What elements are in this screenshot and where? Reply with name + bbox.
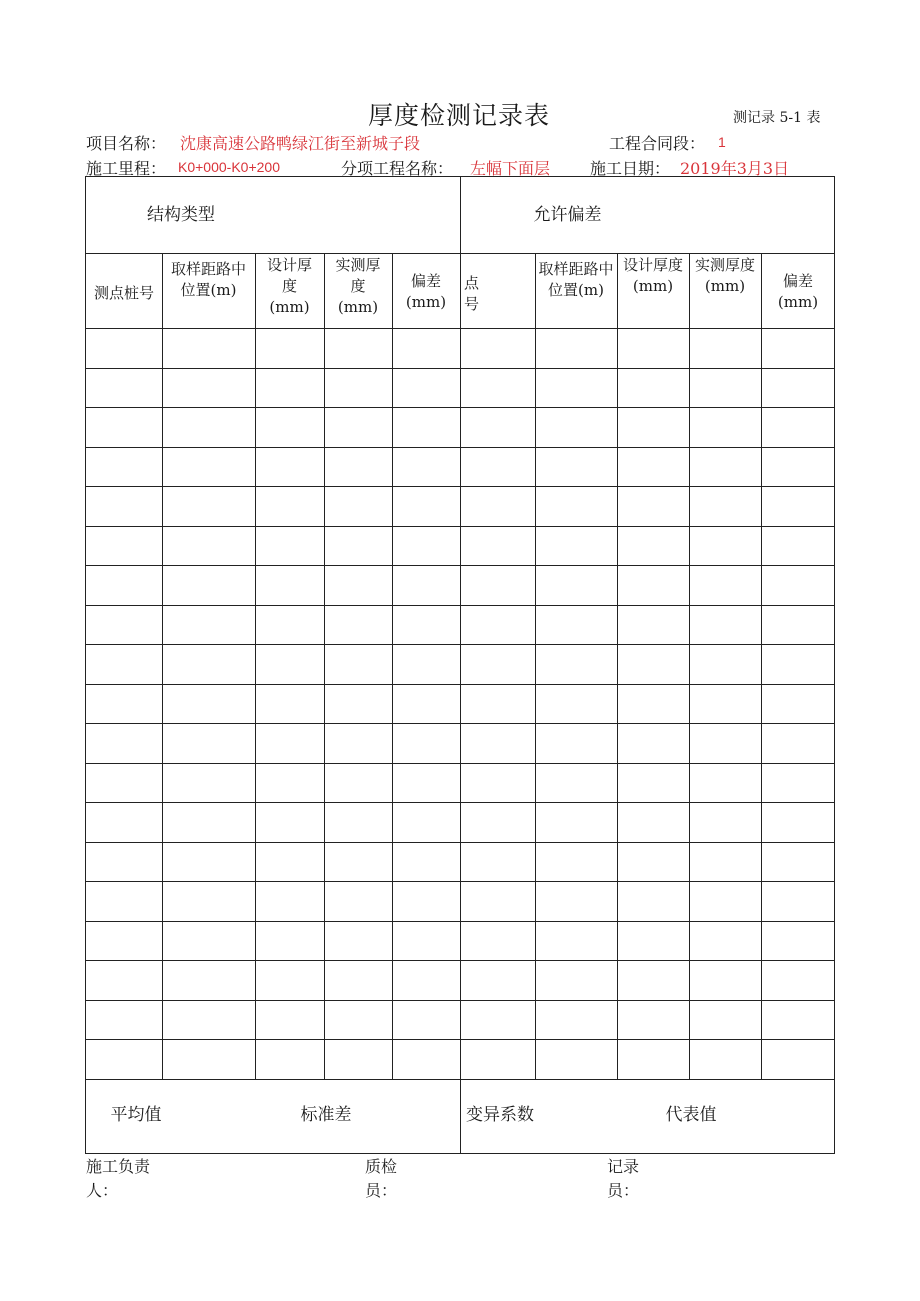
contract-label: 工程合同段： — [609, 134, 706, 153]
table-column-rule — [761, 253, 762, 1079]
col-header-deviation-right: 偏差 (mm) — [777, 272, 819, 311]
table-column-rule — [162, 253, 163, 1079]
col-header-point-no: 点 号 — [464, 274, 480, 313]
table-column-rule — [535, 253, 536, 1079]
col-header-offset: 取样距路中 位置(m) — [170, 260, 246, 299]
quality-inspector-signature: 质检 员： — [365, 1157, 398, 1200]
recorder-signature: 记录 员： — [607, 1157, 640, 1200]
mileage-value: K0+000-K0+200 — [178, 159, 280, 175]
project-label: 项目名称： — [86, 134, 167, 153]
col-header-design-thickness: 设计厚 度 (mm) — [266, 256, 312, 316]
col-header-measured-thickness-right: 实测厚度 (mm) — [694, 256, 755, 295]
project-value: 沈康高速公路鸭绿江街至新城子段 — [180, 134, 421, 153]
table-column-rule — [255, 253, 256, 1079]
structure-type-label: 结构类型 — [147, 205, 215, 225]
table-column-rule — [689, 253, 690, 1079]
cv-label: 变异系数 — [466, 1105, 534, 1125]
mileage-label: 施工里程： — [86, 159, 167, 178]
subitem-value: 左幅下面层 — [470, 159, 551, 178]
col-header-deviation: 偏差 (mm) — [405, 272, 447, 311]
form-number: 测记录 5-1 表 — [733, 110, 821, 126]
col-header-station: 测点桩号 — [93, 284, 154, 302]
thickness-record-table — [85, 176, 835, 1154]
date-label: 施工日期： — [590, 159, 671, 178]
table-column-rule — [324, 253, 325, 1079]
table-column-rule — [617, 253, 618, 1079]
col-header-measured-thickness: 实测厚 度 (mm) — [335, 256, 381, 316]
col-header-offset-right: 取样距路中 位置(m) — [538, 260, 614, 299]
representative-label: 代表值 — [665, 1105, 717, 1125]
table-column-rule — [392, 253, 393, 1079]
construction-lead-signature: 施工负责 人： — [86, 1157, 151, 1200]
average-label: 平均值 — [110, 1105, 162, 1125]
table-center-divider — [460, 177, 461, 1153]
std-dev-label: 标准差 — [300, 1105, 352, 1125]
subitem-label: 分项工程名称： — [341, 159, 454, 178]
contract-value: 1 — [718, 134, 726, 150]
date-value: 2019年3月3日 — [680, 159, 790, 178]
page-title: 厚度检测记录表 — [368, 101, 551, 130]
allowed-deviation-label: 允许偏差 — [533, 205, 602, 225]
col-header-design-thickness-right: 设计厚度 (mm) — [622, 256, 683, 295]
